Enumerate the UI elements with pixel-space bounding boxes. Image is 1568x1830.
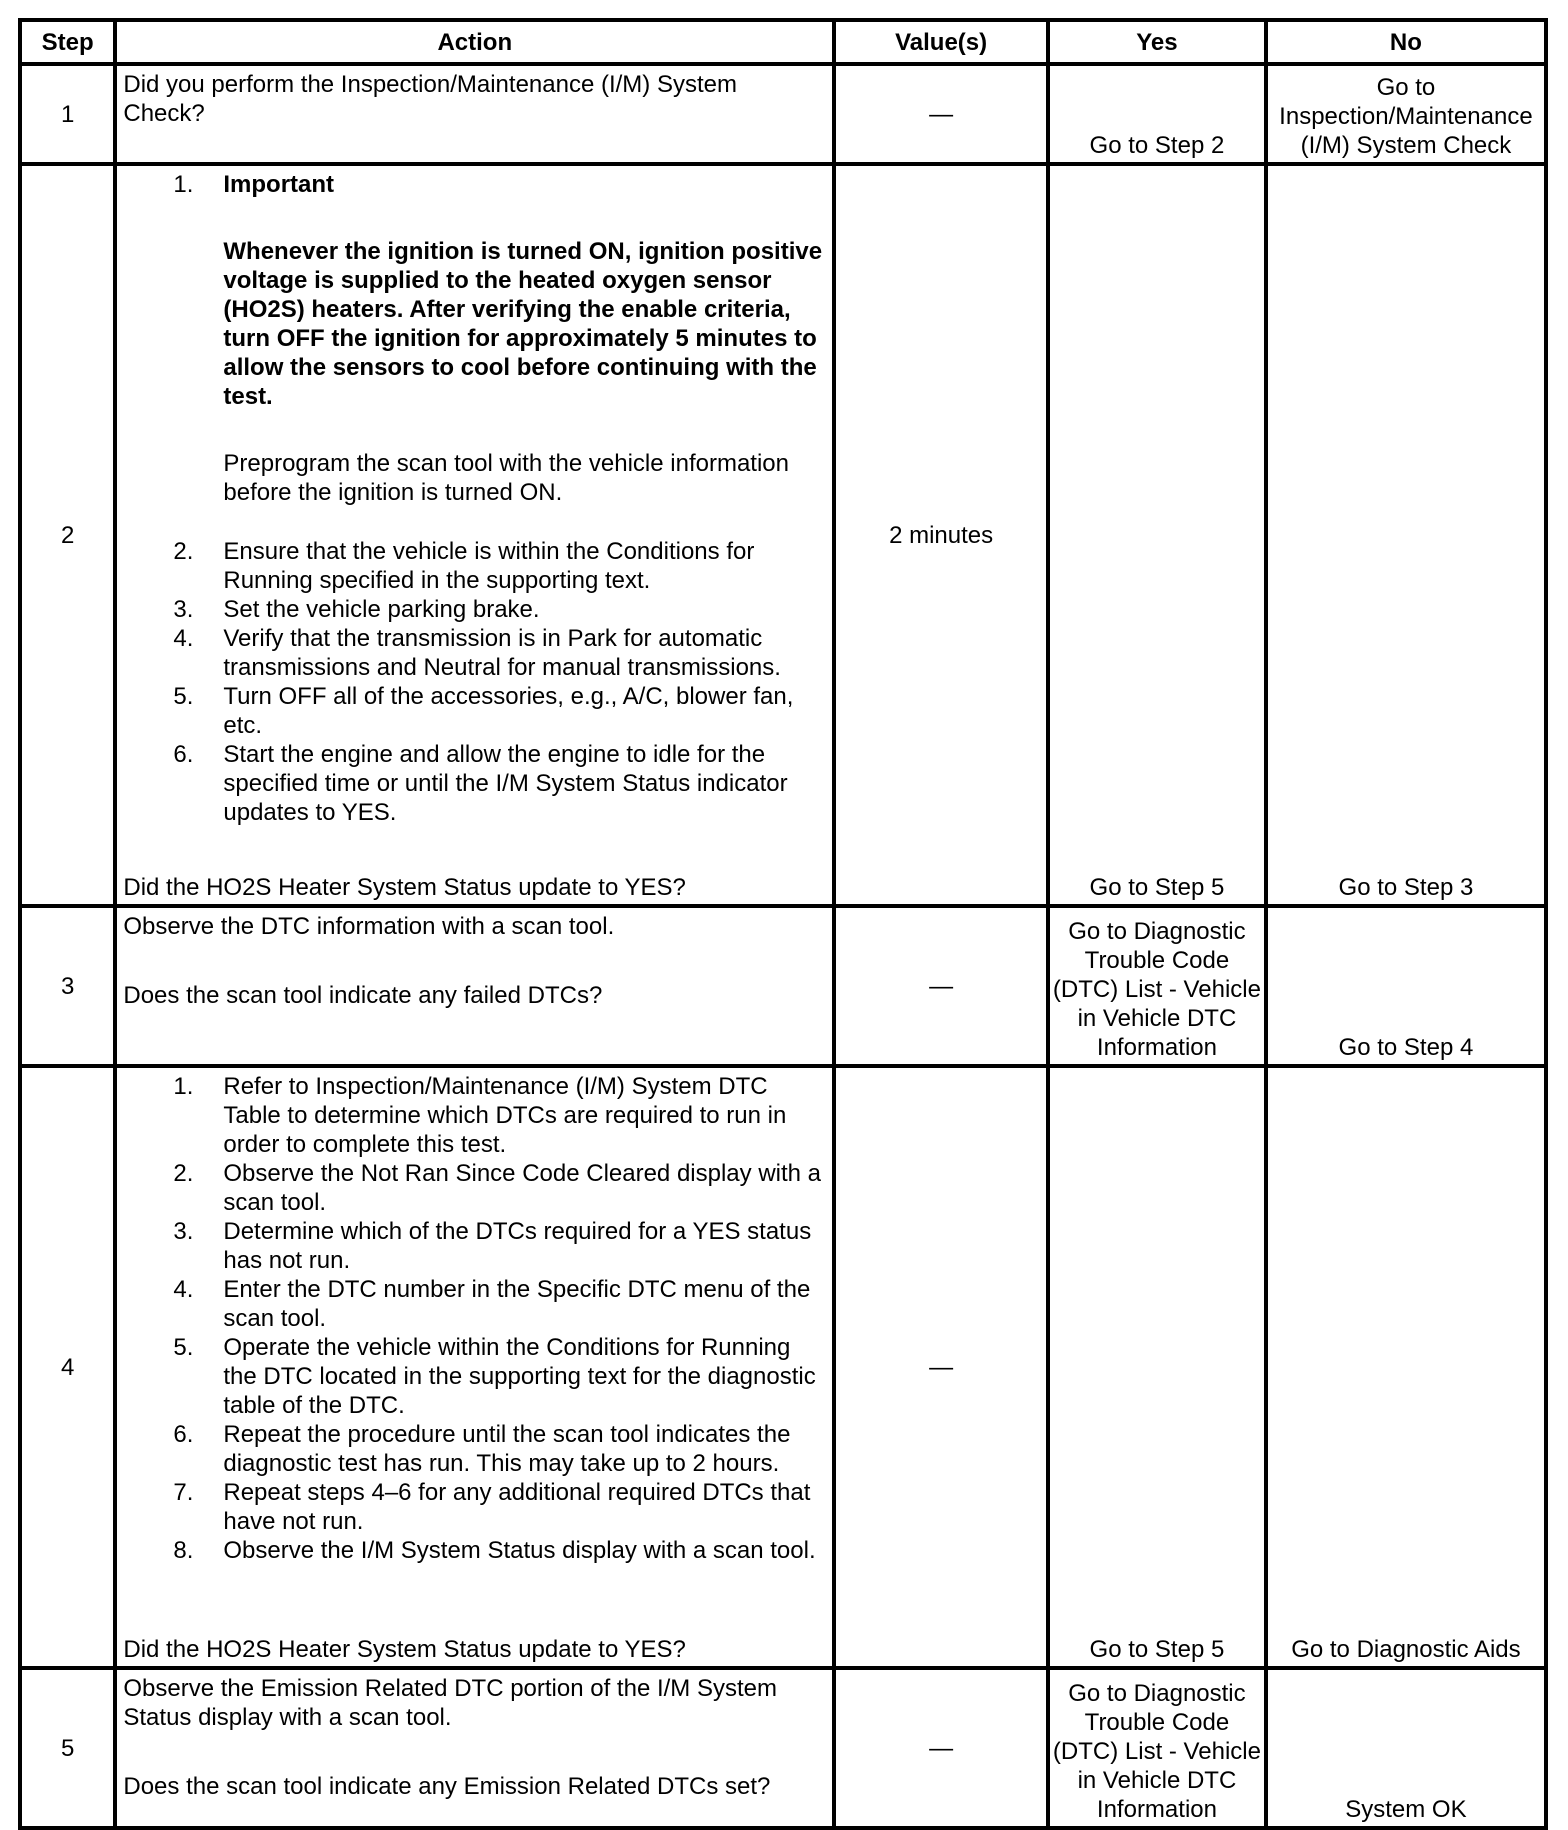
- item-text: Determine which of the DTCs required for a YES status has not run.: [223, 1218, 812, 1274]
- yes-cell: Go to Diagnostic Trouble Code (DTC) List - Vehicle in Vehicle DTC Information: [1048, 906, 1266, 1066]
- item-text: Refer to Inspection/Maintenance (I/M) System DTC Table to determine which DTCs are required to run in order to complete this test.: [223, 1073, 787, 1158]
- item-number: 1.: [173, 1073, 194, 1100]
- item-text: Start the engine and allow the engine to idle for the specified time or until the I/M System Status indicator updates to YES.: [223, 741, 788, 826]
- item-number: 7.: [173, 1479, 194, 1506]
- value-cell: —: [834, 906, 1048, 1066]
- item-number: 5.: [173, 683, 194, 710]
- item-number: 2.: [173, 1160, 194, 1187]
- action-steps-list: [123, 537, 826, 827]
- yes-cell: Go to Step 5: [1048, 164, 1266, 906]
- list-item: [123, 740, 826, 827]
- header-value: Value(s): [834, 20, 1048, 64]
- value-cell: —: [834, 1066, 1048, 1668]
- step-number: 5: [20, 1668, 115, 1828]
- table-row-step-5: [20, 1668, 1546, 1828]
- value-cell: —: [834, 1668, 1048, 1828]
- list-item: [123, 170, 826, 199]
- no-cell: Go to Diagnostic Aids: [1266, 1066, 1546, 1668]
- item-text: Operate the vehicle within the Conditions for Running the DTC located in the supporting text for the diagnostic table of the DTC.: [223, 1334, 816, 1419]
- item-number: 8.: [173, 1537, 194, 1564]
- action-cell: [115, 164, 834, 906]
- item-number: 5.: [173, 1334, 194, 1361]
- list-item: [123, 1072, 826, 1159]
- action-text: Observe the Emission Related DTC portion of the I/M System Status display with a scan tool.: [123, 1675, 777, 1731]
- action-cell: [115, 1668, 834, 1828]
- question-text: Does the scan tool indicate any Emission Related DTCs set?: [123, 1773, 771, 1800]
- list-item: [123, 1159, 826, 1217]
- list-item: [123, 682, 826, 740]
- list-item: [123, 624, 826, 682]
- action-text: Observe the DTC information with a scan tool.: [123, 913, 615, 940]
- header-no: No: [1266, 20, 1546, 64]
- important-title: Important: [223, 171, 335, 198]
- no-cell: Go to Step 4: [1266, 906, 1546, 1066]
- question-text: Does the scan tool indicate any failed DTCs?: [123, 982, 603, 1009]
- step-number: 3: [20, 906, 115, 1066]
- item-number: 6.: [173, 1421, 194, 1448]
- action-cell: [115, 906, 834, 1066]
- list-item: [123, 1217, 826, 1275]
- list-item: [123, 1478, 826, 1536]
- item-number: 4.: [173, 1276, 194, 1303]
- diagnostic-table: [18, 18, 1548, 1830]
- yes-cell: Go to Step 2: [1048, 64, 1266, 164]
- action-steps-list: [123, 1072, 826, 1565]
- list-item: [123, 1333, 826, 1420]
- value-cell: 2 minutes: [834, 164, 1048, 906]
- item-number: 1.: [173, 171, 194, 198]
- item-text: Enter the DTC number in the Specific DTC menu of the scan tool.: [223, 1276, 811, 1332]
- table-row-step-1: [20, 64, 1546, 164]
- header-step: Step: [20, 20, 115, 64]
- action-steps-list: [123, 170, 826, 199]
- item-text: Observe the Not Ran Since Code Cleared display with a scan tool.: [223, 1160, 822, 1216]
- action-cell: [115, 64, 834, 164]
- item-text: Set the vehicle parking brake.: [223, 596, 540, 623]
- step-number: 2: [20, 164, 115, 906]
- action-cell: [115, 1066, 834, 1668]
- item-number: 3.: [173, 1218, 194, 1245]
- no-cell: Go to Inspection/Maintenance (I/M) System Check: [1266, 64, 1546, 164]
- item-text: Verify that the transmission is in Park for automatic transmissions and Neutral for manual transmissions.: [223, 625, 781, 681]
- list-item: [123, 1275, 826, 1333]
- header-row: [20, 20, 1546, 64]
- item-text: Observe the I/M System Status display with a scan tool.: [223, 1537, 816, 1564]
- table-row-step-3: [20, 906, 1546, 1066]
- value-cell: —: [834, 64, 1048, 164]
- item-number: 3.: [173, 596, 194, 623]
- item-number: 6.: [173, 741, 194, 768]
- action-text: Did you perform the Inspection/Maintenance (I/M) System Check?: [123, 71, 737, 127]
- header-yes: Yes: [1048, 20, 1266, 64]
- item-text: Repeat steps 4–6 for any additional required DTCs that have not run.: [223, 1479, 811, 1535]
- yes-cell: Go to Step 5: [1048, 1066, 1266, 1668]
- table-row-step-2: [20, 164, 1546, 906]
- item-number: 2.: [173, 538, 194, 565]
- preprogram-note: Preprogram the scan tool with the vehicle information before the ignition is turned ON.: [223, 450, 789, 506]
- yes-cell: Go to Diagnostic Trouble Code (DTC) List - Vehicle in Vehicle DTC Information: [1048, 1668, 1266, 1828]
- step-number: 4: [20, 1066, 115, 1668]
- question-text: Did the HO2S Heater System Status update to YES?: [123, 874, 686, 901]
- list-item: [123, 1420, 826, 1478]
- item-text: Repeat the procedure until the scan tool indicates the diagnostic test has run. This may take up to 2 hours.: [223, 1421, 791, 1477]
- item-number: 4.: [173, 625, 194, 652]
- list-item: [123, 1536, 826, 1565]
- table-row-step-4: [20, 1066, 1546, 1668]
- header-action: Action: [115, 20, 834, 64]
- no-cell: System OK: [1266, 1668, 1546, 1828]
- no-cell: Go to Step 3: [1266, 164, 1546, 906]
- list-item: [123, 595, 826, 624]
- item-text: Turn OFF all of the accessories, e.g., A/C, blower fan, etc.: [223, 683, 794, 739]
- step-number: 1: [20, 64, 115, 164]
- item-text: Ensure that the vehicle is within the Conditions for Running specified in the supporting text.: [223, 538, 755, 594]
- question-text: Did the HO2S Heater System Status update to YES?: [123, 1636, 686, 1663]
- important-note: Whenever the ignition is turned ON, ignition positive voltage is supplied to the heated oxygen sensor (HO2S) heaters. After verifying the enable criteria, turn OFF the ignition for approximately 5 minutes to allow the sensors to cool before continuing with the test.: [223, 238, 823, 410]
- list-item: [123, 537, 826, 595]
